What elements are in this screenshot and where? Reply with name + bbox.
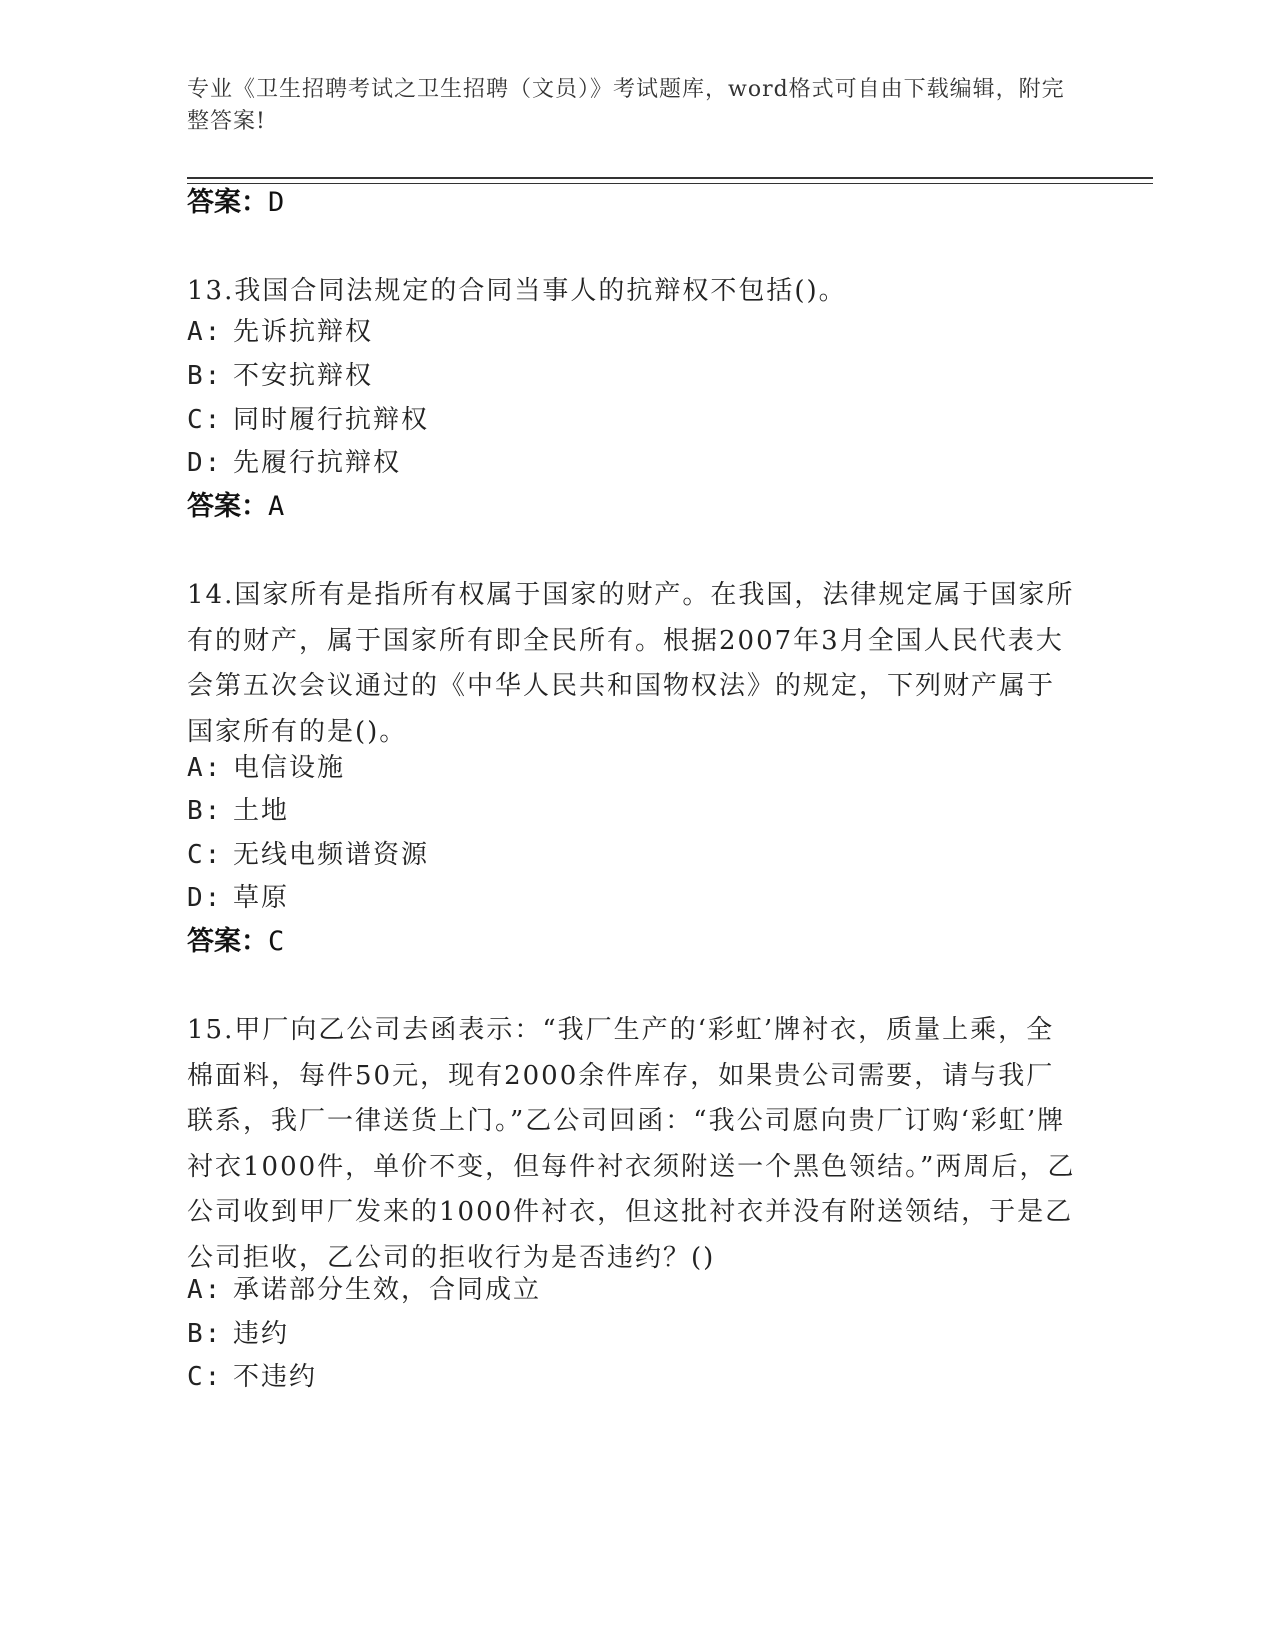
- option-letter: C:: [187, 405, 223, 435]
- option-letter: B:: [187, 796, 223, 826]
- answer-label: 答案：: [187, 926, 268, 957]
- question-14-option-a: [187, 748, 345, 788]
- option-text: 草原: [233, 883, 290, 913]
- option-letter: B:: [187, 361, 223, 391]
- question-14-option-b: [187, 791, 289, 831]
- question-15-option-a: [187, 1270, 541, 1310]
- answer-value: D: [268, 187, 285, 218]
- option-text: 无线电频谱资源: [233, 840, 430, 870]
- option-text: 电信设施: [233, 753, 346, 783]
- option-letter: B:: [187, 1319, 223, 1349]
- header-rule-thin: [187, 183, 1153, 184]
- option-text: 违约: [233, 1319, 290, 1349]
- question-13-option-c: [187, 400, 429, 440]
- option-text: 先履行抗辩权: [233, 448, 402, 478]
- option-letter: D:: [187, 448, 223, 478]
- option-letter: D:: [187, 883, 223, 913]
- question-13-text: 13.我国合同法规定的合同当事人的抗辩权不包括()。: [187, 276, 847, 306]
- option-letter: A:: [187, 1275, 223, 1305]
- question-13-option-b: [187, 356, 373, 396]
- question-14-option-c: [187, 835, 429, 875]
- header-rule-thick: [187, 177, 1153, 179]
- answer-value: A: [268, 491, 285, 522]
- answer-label: 答案：: [187, 187, 268, 218]
- question-15-text: 15.甲厂向乙公司去函表示：“我厂生产的‘彩虹’牌衬衣，质量上乘，全棉面料，每件50元，现有2000余件库存，如果贵公司需要，请与我厂联系，我厂一律送货上门。”乙公司回函：“我公司愿向贵厂订购‘彩虹’牌衬衣1000件，单价不变，但每件衬衣须附送一个黑色领结。”两周后，乙公司收到甲厂发来的1000件衬衣，但这批衬衣并没有附送领结，于是乙公司拒收，乙公司的拒收行为是否违约？(): [187, 1015, 1076, 1273]
- question-13-option-d: [187, 443, 401, 483]
- question-15-option-b: [187, 1314, 289, 1354]
- question-15-option-c: [187, 1357, 317, 1397]
- option-letter: C:: [187, 840, 223, 870]
- option-letter: A:: [187, 317, 223, 347]
- option-text: 土地: [233, 796, 290, 826]
- option-letter: A:: [187, 753, 223, 783]
- option-text: 承诺部分生效，合同成立: [233, 1275, 542, 1305]
- answer-value: C: [268, 926, 285, 957]
- document-header: 专业《卫生招聘考试之卫生招聘（文员）》考试题库，word格式可自由下载编辑，附完整答案!: [187, 77, 1065, 134]
- question-14-text: 14.国家所有是指所有权属于国家的财产。在我国，法律规定属于国家所有的财产，属于国家所有即全民所有。根据2007年3月全国人民代表大会第五次会议通过的《中华人民共和国物权法》的规定，下列财产属于国家所有的是()。: [187, 580, 1075, 747]
- option-letter: C:: [187, 1362, 223, 1392]
- answer-12: [187, 183, 284, 223]
- option-text: 不安抗辩权: [233, 361, 374, 391]
- answer-14: [187, 922, 284, 962]
- option-text: 同时履行抗辩权: [233, 405, 430, 435]
- question-14-option-d: [187, 878, 289, 918]
- option-text: 不违约: [233, 1362, 318, 1392]
- answer-13: [187, 487, 284, 527]
- question-13-option-a: [187, 312, 373, 352]
- option-text: 先诉抗辩权: [233, 317, 374, 347]
- answer-label: 答案：: [187, 491, 268, 522]
